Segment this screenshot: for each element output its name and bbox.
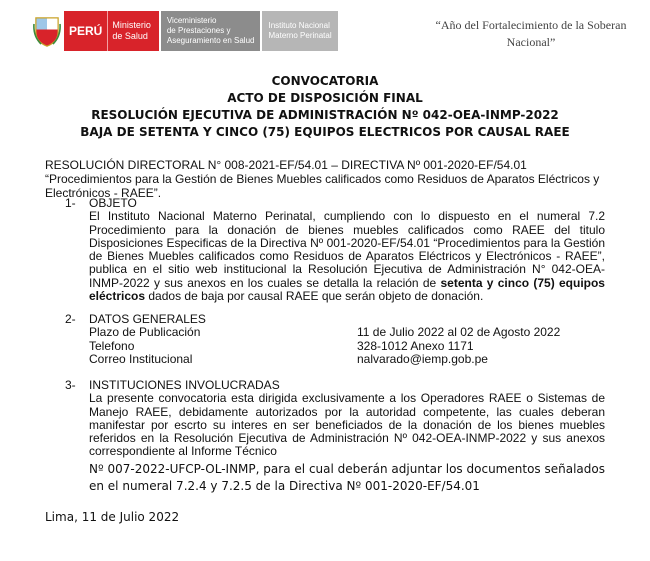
email-value: nalvarado@iemp.gob.pe: [357, 351, 488, 366]
data-row: [89, 353, 605, 366]
viceministry-logo-label: Viceministerio de Prestaciones y Aseguramiento en Salud: [161, 11, 261, 51]
data-label: Plazo de Publicación: [89, 325, 201, 340]
header-title: CONVOCATORIA: [271, 74, 379, 88]
institutional-logo-bar: [30, 11, 338, 51]
header-resolution: RESOLUCIÓN EJECUTIVA DE ADMINISTRACIÓN Nº 042-OEA-INMP-2022: [91, 108, 559, 122]
intro-paragraph: RESOLUCIÓN DIRECTORAL N° 008-2021-EF/54.01 – DIRECTIVA Nº 001-2020-EF/54.01 “Procedimientos para la Gestión de Bienes Muebles calificados como Residuos de Aparatos Eléctricos y Electrónicos - RAEE”.: [45, 158, 600, 200]
data-label: Telefono: [89, 338, 135, 353]
institute-logo-label: Instituto Nacional Materno Perinatal: [262, 11, 337, 51]
data-value: 11 de Julio 2022 al 02 de Agosto 2022: [357, 325, 561, 340]
data-value: 328-1012 Anexo 1171: [357, 338, 474, 353]
section-text-continued: Nº 007-2022-UFCP-OL-INMP, para el cual deberán adjuntar los documentos señalados en el numeral 7.2.4 y 7.2.5 de la Directiva Nº 001-2020-EF/54.01: [89, 461, 605, 493]
data-row: [89, 340, 605, 353]
section-title: OBJETO: [89, 196, 137, 210]
ministry-logo-label: Ministerio de Salud: [107, 11, 159, 51]
data-row: [89, 326, 605, 339]
section-title: DATOS GENERALES: [89, 312, 206, 326]
section-instituciones: [65, 379, 605, 495]
signoff-date: Lima, 11 de Julio 2022: [45, 510, 180, 524]
section-text: La presente convocatoria esta dirigida exclusivamente a los Operadores RAEE o Sistemas de Manejo RAEE, debidamente autorizados por la autoridad competente, las cuales deberan manifestar por escrto su interes en ser beneficiados de la donación de los bienes muebles referidos en la Resolución Ejecutiva de Administración Nº 042-OEA-INMP-2022 y sus anexos correspondiente al Informe Técnico: [89, 391, 605, 459]
section-number: 3-: [65, 378, 76, 392]
section-number: 1-: [65, 196, 76, 210]
section-number: 2-: [65, 312, 76, 326]
peru-logo-label: PERÚ: [64, 11, 107, 51]
document-header: [0, 73, 650, 141]
header-subtitle: ACTO DE DISPOSICIÓN FINAL: [227, 91, 423, 105]
section-datos-generales: [65, 313, 605, 366]
coat-of-arms-icon: [30, 11, 64, 51]
year-motto: “Año del Fortalecimiento de la Soberan Nacional”: [435, 18, 627, 49]
data-label: Correo Institucional: [89, 351, 193, 366]
section-text: El Instituto Nacional Materno Perinatal, cumpliendo con lo dispuesto en el numeral 7.2 Procedimiento para la donación de bienes muebles calificados como RAEE del titulo Disposiciones Especificas de la Directiva Nº 001-2020-EF/54.01 “Procedimientos para la Gestión de Bienes Muebles calificados como Residuos de Aparatos Eléctricos y Electrónicos - RAEE”, publica en el sitio web institucional la Resolución Ejecutiva de Administración N° 042-OEA-INMP-2022 y sus anexos en los cuales se detalla la relación de setenta y cinco (75) equipos eléctricos dados de baja por causal RAEE que serán objeto de donación.: [89, 209, 605, 304]
section-objeto: [65, 197, 605, 303]
section-title: INSTITUCIONES INVOLUCRADAS: [89, 378, 280, 392]
header-subject: BAJA DE SETENTA Y CINCO (75) EQUIPOS ELECTRICOS POR CAUSAL RAEE: [80, 125, 570, 139]
